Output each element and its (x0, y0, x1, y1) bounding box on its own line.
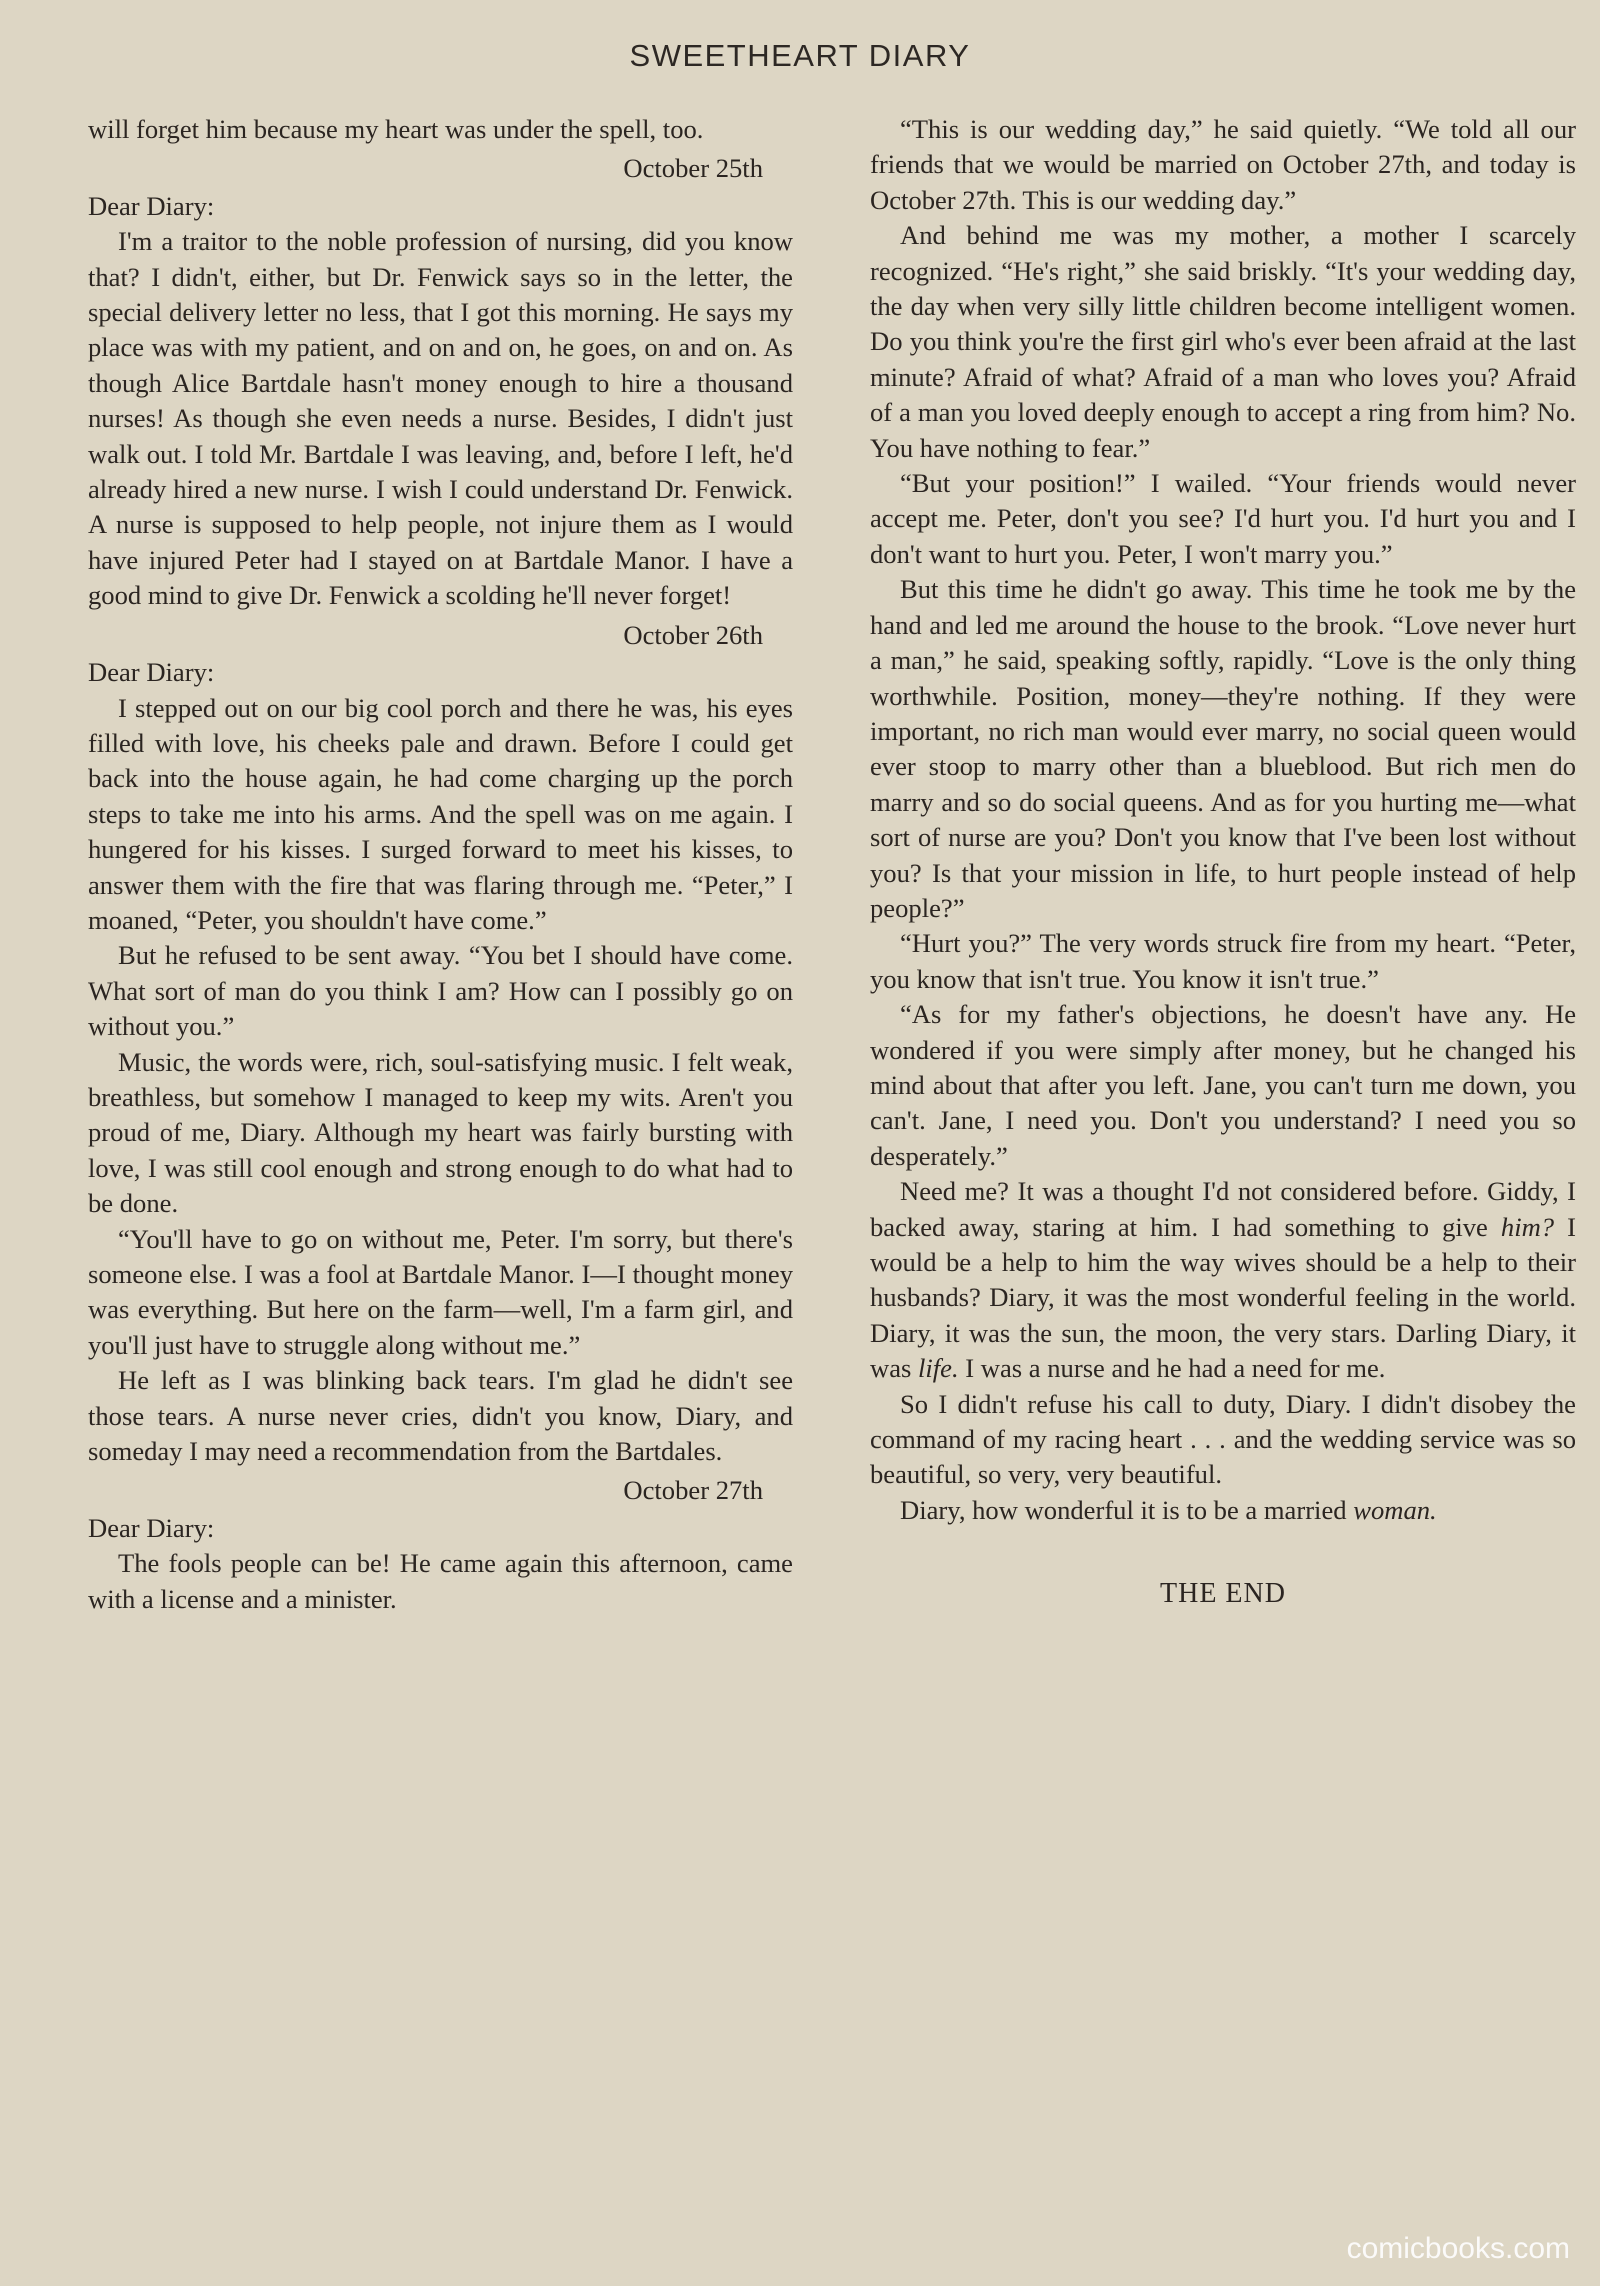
diary-salutation: Dear Diary: (88, 190, 215, 221)
text-run: Need me? It was a thought I'd not considered before. Giddy, I backed away, staring at him. I had something to give (870, 1176, 1576, 1242)
paragraph: “But your position!” I wailed. “Your friends would never accept me. Peter, don't you see? I'd hurt you. I'd hurt you and I don't want to hurt you. Peter, I won't marry you.” (870, 468, 1576, 569)
italic-run: life. (918, 1353, 959, 1384)
right-column (870, 112, 1576, 1612)
left-column (88, 112, 793, 1617)
paragraph: And behind me was my mother, a mother I scarcely recognized. “He's right,” she said briskly. “It's your wedding day, the day when very silly little children become intelligent women. Do you think you're the first girl who's ever been afraid at the last minute? Afraid of what? Afraid of a man who loves you? Afraid of a man you loved deeply enough to accept a ring from him? No. You have nothing to fear.” (870, 220, 1576, 463)
diary-salutation: Dear Diary: (88, 657, 215, 688)
paragraph: But he refused to be sent away. “You bet I should have come. What sort of man do you think I am? How can I possibly go on without you.” (88, 940, 793, 1042)
paragraph: “Hurt you?” The very words struck fire from my heart. “Peter, you know that isn't true. You know it isn't true.” (870, 928, 1576, 994)
text-run: I was a nurse and he had a need for me. (958, 1353, 1386, 1384)
paragraph: I stepped out on our big cool porch and there he was, his eyes filled with love, his cheeks pale and drawn. Before I could get back into the house again, he had come charging up the porch steps to take me into his arms. And the spell was on me again. I hungered for his kisses. I surged forward to meet his kisses, to answer them with the fire that was flaring through me. “Peter,” I moaned, “Peter, you shouldn't have come.” (88, 692, 793, 935)
paragraph: So I didn't refuse his call to duty, Diary. I didn't disobey the command of my racing heart . . . and the wedding service was so beautiful, so very, very beautiful. (870, 1388, 1576, 1490)
paragraph: The fools people can be! He came again this afternoon, came with a license and a minister. (88, 1548, 793, 1614)
paragraph: “This is our wedding day,” he said quietly. “We told all our friends that we would be married on October 27th, and today is October 27th. This is our wedding day.” (870, 114, 1576, 215)
paragraph: Music, the words were, rich, soul-satisfying music. I felt weak, breathless, but somehow I managed to keep my wits. Aren't you proud of me, Diary. Although my heart was fairly bursting with love, I was still cool enough and strong enough to do what had to be done. (88, 1046, 793, 1219)
paragraph: will forget him because my heart was under the spell, too. (88, 114, 704, 144)
italic-run: woman. (1353, 1494, 1437, 1525)
site-watermark: comicbooks.com (1346, 2232, 1570, 2265)
text-run: I would be a help to him the way wives should be a help to their husbands? Diary, it was the most wonderful feeling in the world. Diary, it was the sun, the moon, the very stars. Darling Diary, it was (870, 1211, 1576, 1384)
the-end-label: THE END (1160, 1578, 1286, 1610)
paragraph (870, 1174, 1576, 1386)
paragraph: “You'll have to go on without me, Peter. I'm sorry, but there's someone else. I was a fool at Bartdale Manor. I—I thought money was everything. But here on the farm—well, I'm a farm girl, and you'll just have to struggle along without me.” (88, 1223, 793, 1360)
paragraph: I'm a traitor to the noble profession of nursing, did you know that? I didn't, either, but Dr. Fenwick says so in the letter, the special delivery letter no less, that I got this morning. He says my place was with my patient, and on and on, he goes, on and on. As though Alice Bartdale hasn't money enough to hire a thousand nurses! As though she even needs a nurse. Besides, I didn't just walk out. I told Mr. Bartdale I was leaving, and, before I left, he'd already hired a new nurse. I wish I could understand Dr. Fenwick. A nurse is supposed to help people, not injure them as I would have injured Peter had I stayed on at Bartdale Manor. I have a good mind to give Dr. Fenwick a scolding he'll never forget! (88, 226, 793, 611)
text-run: Diary, how wonderful it is to be a married (900, 1494, 1354, 1525)
diary-date: October 27th (623, 1475, 763, 1506)
italic-run: him? (1500, 1211, 1555, 1242)
diary-salutation: Dear Diary: (88, 1512, 215, 1543)
paragraph: “As for my father's objections, he doesn't have any. He wondered if you were simply after money, but he changed his mind about that after you left. Jane, you can't turn me down, you can't. Jane, I need you. Don't you understand? I need you so desperately.” (870, 999, 1576, 1171)
paragraph: But this time he didn't go away. This time he took me by the hand and led me around the house to the brook. “Love never hurt a man,” he said, speaking softly, rapidly. “Love is the only thing worthwhile. Position, money—they're nothing. If they were important, no rich man would ever marry, no social queen would ever stoop to marry other than a blueblood. But rich men do marry and so do social queens. And as for you hurting me—what sort of nurse are you? Don't you know that I've been lost without you? Is that your mission in life, to hurt people instead of help people?” (870, 574, 1576, 923)
paragraph: He left as I was blinking back tears. I'm glad he didn't see those tears. A nurse never cries, didn't you know, Diary, and someday I may need a recommendation from the Bartdales. (88, 1365, 793, 1467)
running-head: SWEETHEART DIARY (629, 38, 971, 73)
diary-date: October 26th (623, 619, 763, 650)
paragraph (870, 1493, 1576, 1528)
diary-date: October 25th (623, 153, 763, 184)
